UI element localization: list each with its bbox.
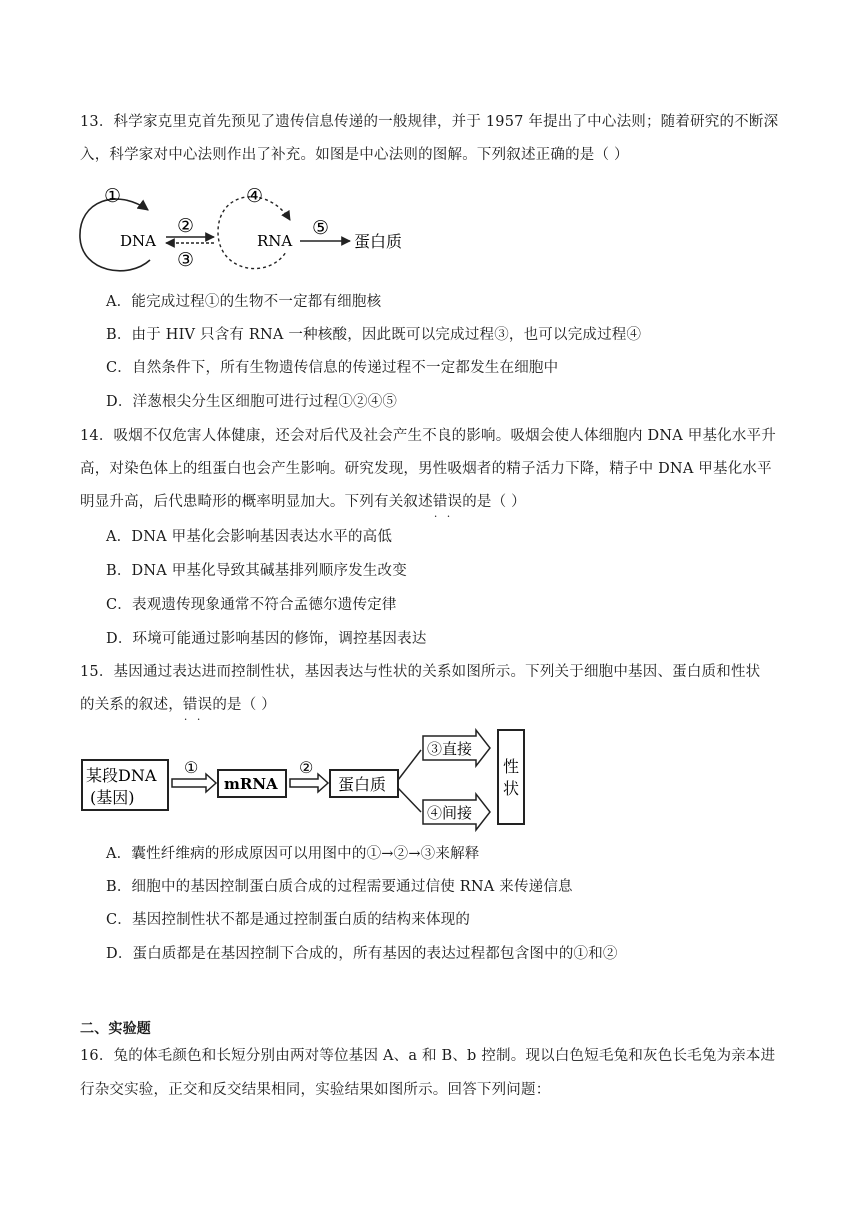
q15-option-b: B．细胞中的基因控制蛋白质合成的过程需要通过信使 RNA 来传递信息 [106, 879, 573, 895]
branch-down-line [398, 788, 421, 812]
q14-option-b: B．DNA 甲基化导致其碱基排列顺序发生改变 [106, 563, 407, 579]
mrna-label: mRNA [224, 775, 278, 793]
q15-option-d: D．蛋白质都是在基因控制下合成的，所有基因的表达过程都包含图中的①和② [106, 946, 618, 962]
q15-stem-line2 [80, 695, 276, 715]
gene-expression-diagram [78, 726, 538, 832]
q15-option-a: A．囊性纤维病的形成原因可以用图中的①→②→③来解释 [106, 846, 480, 862]
q13-option-b: B．由于 HIV 只含有 RNA 一种核酸，因此既可以完成过程③，也可以完成过程④ [106, 327, 642, 343]
q14-stem-line2: 高，对染色体上的组蛋白也会产生影响。研究发现，男性吸烟者的精子活力下降，精子中 DNA 甲基化水平 [80, 461, 772, 477]
indirect-label: ④间接 [427, 804, 473, 822]
direct-label: ③直接 [427, 740, 473, 758]
q13-option-c: C．自然条件下，所有生物遗传信息的传递过程不一定都发生在细胞中 [106, 360, 559, 376]
q15-option-c: C．基因控制性状不都是通过控制蛋白质的结构来体现的 [106, 912, 471, 928]
q14-stem-line3 [80, 492, 526, 512]
protein-label: 蛋白质 [354, 232, 403, 251]
dna-label: DNA [120, 232, 156, 250]
step-1-label: ① [184, 758, 199, 777]
dna-gene-label-line1: 某段DNA [86, 766, 157, 785]
process-4-label: ④ [246, 185, 264, 207]
q14-option-c: C．表观遗传现象通常不符合孟德尔遗传定律 [106, 597, 397, 613]
q13-stem-line1: 13．科学家克里克首先预见了遗传信息传递的一般规律，并于 1957 年提出了中心法则；随着研究的不断深 [80, 114, 779, 130]
q15-stem-pre: 的关系的叙述， [80, 697, 183, 713]
q14-stem-post: 的是（ ） [462, 494, 526, 510]
q13-option-d: D．洋葱根尖分生区细胞可进行过程①②④⑤ [106, 394, 398, 410]
rna-label: RNA [257, 232, 293, 250]
q15-stem-post: 的是（ ） [212, 697, 276, 713]
process-2-label: ② [177, 215, 195, 237]
process-1-label: ① [104, 185, 122, 207]
dna-gene-label-line2: (基因) [90, 788, 135, 807]
section-title: 二、实验题 [80, 1021, 151, 1037]
q14-emphasis: 错误 · · [433, 494, 462, 510]
q14-stem-pre: 明显升高，后代患畸形的概率明显加大。下列有关叙述 [80, 494, 433, 510]
trait-label-1: 性 [503, 757, 520, 776]
q14-stem-line1: 14．吸烟不仅危害人体健康，还会对后代及社会产生不良的影响。吸烟会使人体细胞内 DNA 甲基化水平升 [80, 428, 776, 444]
process-5-label: ⑤ [312, 217, 330, 239]
step-2-label: ② [299, 758, 314, 777]
branch-up-line [398, 750, 421, 780]
protein-box-label: 蛋白质 [338, 775, 387, 794]
q13-option-a: A．能完成过程①的生物不一定都有细胞核 [106, 294, 382, 310]
q14-option-a: A．DNA 甲基化会影响基因表达水平的高低 [106, 529, 393, 545]
q14-option-d: D．环境可能通过影响基因的修饰，调控基因表达 [106, 631, 427, 647]
q15-emphasis: 错误 · · [183, 697, 212, 713]
trait-box [498, 730, 524, 824]
q15-stem-line1: 15．基因通过表达进而控制性状，基因表达与性状的关系如图所示。下列关于细胞中基因、蛋白质和性状 [80, 664, 761, 680]
trait-label-2: 状 [503, 779, 520, 798]
central-dogma-diagram [78, 180, 418, 280]
q16-stem-line1: 16．兔的体毛颜色和长短分别由两对等位基因 A、a 和 B、b 控制。现以白色短毛兔和灰色长毛兔为亲本进 [80, 1048, 776, 1064]
q16-stem-line2: 行杂交实验，正交和反交结果相同，实验结果如图所示。回答下列问题： [80, 1082, 551, 1098]
process-3-label: ③ [177, 249, 195, 271]
q13-stem-line2: 入，科学家对中心法则作出了补充。如图是中心法则的图解。下列叙述正确的是（ ） [80, 147, 629, 163]
